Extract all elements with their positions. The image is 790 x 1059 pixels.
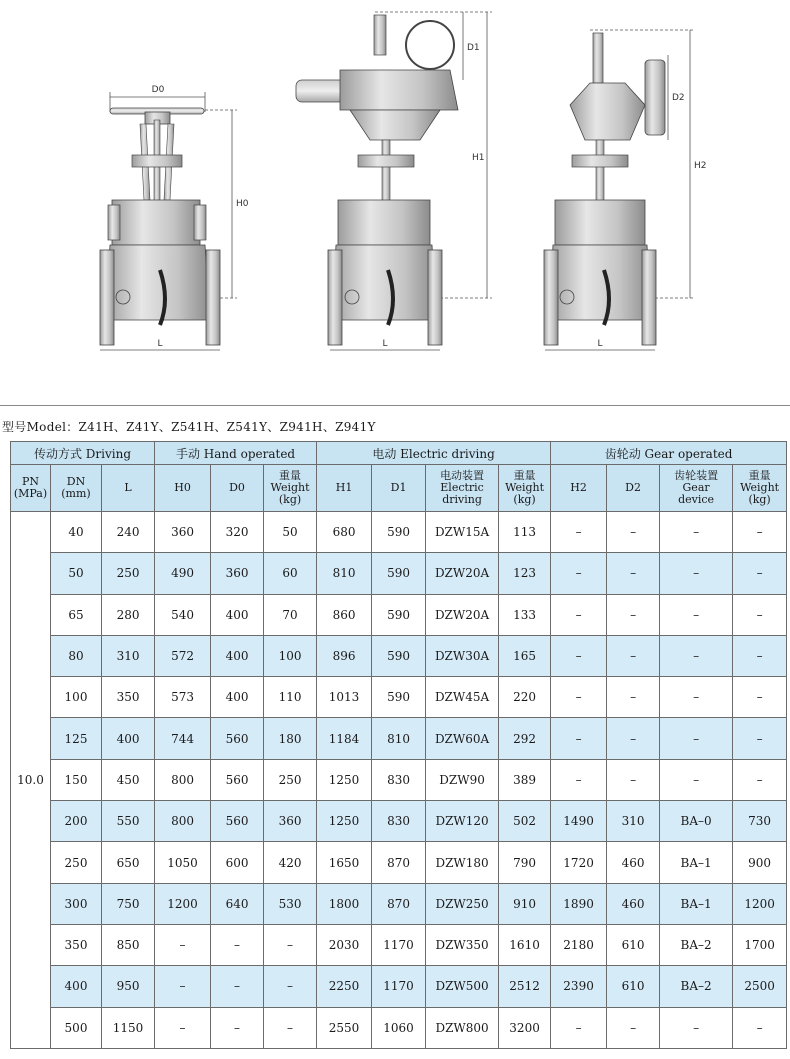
table-cell: –	[660, 759, 733, 800]
table-cell: –	[733, 553, 787, 594]
table-cell: 1610	[499, 924, 551, 965]
table-cell: –	[264, 966, 317, 1007]
table-cell: –	[660, 553, 733, 594]
table-cell: –	[733, 759, 787, 800]
table-cell: –	[264, 924, 317, 965]
l-dimension-label: L	[157, 339, 163, 349]
table-cell: 2250	[317, 966, 372, 1007]
col-weight-gear: 重量 Weight (kg)	[733, 465, 787, 512]
table-cell: 590	[372, 512, 426, 553]
table-cell: 744	[155, 718, 211, 759]
table-cell: 550	[102, 801, 155, 842]
table-cell: 560	[211, 801, 264, 842]
table-cell: 610	[607, 966, 660, 1007]
column-header-row	[11, 465, 787, 512]
table-cell: 2030	[317, 924, 372, 965]
table-cell: 560	[211, 759, 264, 800]
table-row	[11, 924, 787, 965]
col-l: L	[102, 465, 155, 512]
table-cell: –	[155, 924, 211, 965]
table-cell: 350	[51, 924, 102, 965]
table-cell: 790	[499, 842, 551, 883]
table-cell: 250	[264, 759, 317, 800]
table-cell: 310	[102, 635, 155, 676]
table-cell: 300	[51, 883, 102, 924]
table-cell: 200	[51, 801, 102, 842]
col-d0: D0	[211, 465, 264, 512]
table-row	[11, 966, 787, 1007]
valve-drawings	[0, 0, 790, 400]
table-cell: DZW800	[426, 1007, 499, 1048]
table-cell: –	[607, 635, 660, 676]
table-cell: 400	[102, 718, 155, 759]
table-cell: 590	[372, 635, 426, 676]
table-cell: –	[733, 1007, 787, 1048]
table-cell: 2390	[551, 966, 607, 1007]
table-cell: 1250	[317, 801, 372, 842]
table-cell: 572	[155, 635, 211, 676]
table-cell: 500	[51, 1007, 102, 1048]
table-cell: DZW20A	[426, 594, 499, 635]
table-cell: 460	[607, 883, 660, 924]
table-row	[11, 842, 787, 883]
table-cell: 360	[211, 553, 264, 594]
table-row	[11, 718, 787, 759]
table-cell: 810	[317, 553, 372, 594]
manual-valve-drawing	[100, 85, 249, 350]
table-cell: 460	[607, 842, 660, 883]
d0-dimension-label: D0	[151, 85, 165, 95]
table-cell: –	[264, 1007, 317, 1048]
h1-dimension-label: H1	[472, 153, 485, 163]
table-cell: 950	[102, 966, 155, 1007]
table-cell: 1060	[372, 1007, 426, 1048]
table-cell: 590	[372, 553, 426, 594]
table-cell: –	[551, 635, 607, 676]
table-cell: 1720	[551, 842, 607, 883]
table-cell: 590	[372, 677, 426, 718]
table-cell: 650	[102, 842, 155, 883]
table-cell: –	[733, 718, 787, 759]
table-cell: 2500	[733, 966, 787, 1007]
table-cell: DZW15A	[426, 512, 499, 553]
group-header-manual: 手动 Hand operated	[155, 442, 317, 465]
col-h0: H0	[155, 465, 211, 512]
table-cell: 113	[499, 512, 551, 553]
table-cell: 2550	[317, 1007, 372, 1048]
table-cell: 360	[155, 512, 211, 553]
table-cell: –	[551, 553, 607, 594]
table-cell: 1200	[155, 883, 211, 924]
separator-line	[0, 405, 790, 406]
col-h1: H1	[317, 465, 372, 512]
table-cell: 50	[264, 512, 317, 553]
table-cell: 3200	[499, 1007, 551, 1048]
table-cell: 220	[499, 677, 551, 718]
table-cell: –	[607, 677, 660, 718]
table-cell: DZW180	[426, 842, 499, 883]
h2-dimension-label: H2	[694, 161, 707, 171]
table-cell: DZW500	[426, 966, 499, 1007]
table-cell: 450	[102, 759, 155, 800]
table-cell: 680	[317, 512, 372, 553]
table-row	[11, 1007, 787, 1048]
table-cell: 400	[51, 966, 102, 1007]
table-row	[11, 512, 787, 553]
table-cell: 400	[211, 635, 264, 676]
electric-valve-drawing	[296, 12, 492, 350]
table-cell: DZW350	[426, 924, 499, 965]
table-cell: DZW250	[426, 883, 499, 924]
table-cell: DZW90	[426, 759, 499, 800]
table-row	[11, 677, 787, 718]
table-cell: –	[733, 594, 787, 635]
table-cell: 400	[211, 677, 264, 718]
table-cell: 100	[264, 635, 317, 676]
table-cell: 896	[317, 635, 372, 676]
table-cell: 870	[372, 842, 426, 883]
l-dimension-label-3: L	[597, 339, 603, 349]
table-cell: –	[607, 512, 660, 553]
table-cell: 60	[264, 553, 317, 594]
table-cell: 900	[733, 842, 787, 883]
col-d2: D2	[607, 465, 660, 512]
table-cell: 360	[264, 801, 317, 842]
table-cell: 65	[51, 594, 102, 635]
model-line: 型号Model：Z41H、Z41Y、Z541H、Z541Y、Z941H、Z941Y	[2, 420, 376, 434]
table-cell: –	[551, 718, 607, 759]
table-cell: –	[211, 966, 264, 1007]
col-electric-device: 电动装置 Electric driving	[426, 465, 499, 512]
table-cell: 870	[372, 883, 426, 924]
table-cell: 800	[155, 759, 211, 800]
table-cell: –	[211, 1007, 264, 1048]
table-cell: 590	[372, 594, 426, 635]
table-cell: 490	[155, 553, 211, 594]
table-cell: 850	[102, 924, 155, 965]
table-cell: 1890	[551, 883, 607, 924]
table-cell: 1200	[733, 883, 787, 924]
table-cell: 600	[211, 842, 264, 883]
table-cell: –	[660, 635, 733, 676]
table-cell: 560	[211, 718, 264, 759]
table-cell: –	[733, 512, 787, 553]
table-cell: BA–1	[660, 842, 733, 883]
table-cell: 573	[155, 677, 211, 718]
table-cell: 1700	[733, 924, 787, 965]
table-cell: 280	[102, 594, 155, 635]
table-cell: 133	[499, 594, 551, 635]
table-cell: DZW60A	[426, 718, 499, 759]
table-cell: 2512	[499, 966, 551, 1007]
table-cell: 100	[51, 677, 102, 718]
table-cell: –	[660, 594, 733, 635]
table-cell: 502	[499, 801, 551, 842]
table-cell: –	[551, 759, 607, 800]
table-cell: 40	[51, 512, 102, 553]
table-cell: 1490	[551, 801, 607, 842]
table-cell: –	[607, 718, 660, 759]
table-cell: –	[551, 1007, 607, 1048]
table-cell: 640	[211, 883, 264, 924]
table-cell: 320	[211, 512, 264, 553]
table-cell: 350	[102, 677, 155, 718]
d1-dimension-label: D1	[467, 43, 480, 53]
table-cell: –	[551, 594, 607, 635]
table-cell: 125	[51, 718, 102, 759]
table-cell: 150	[51, 759, 102, 800]
table-cell: BA–2	[660, 966, 733, 1007]
table-cell: 1150	[102, 1007, 155, 1048]
table-cell: –	[551, 512, 607, 553]
table-cell: 2180	[551, 924, 607, 965]
table-cell: DZW45A	[426, 677, 499, 718]
table-cell: 800	[155, 801, 211, 842]
table-row	[11, 553, 787, 594]
table-cell: 240	[102, 512, 155, 553]
table-cell: 830	[372, 801, 426, 842]
table-cell: 310	[607, 801, 660, 842]
d2-dimension-label: D2	[672, 93, 685, 103]
table-cell: 610	[607, 924, 660, 965]
table-cell: 1800	[317, 883, 372, 924]
table-cell: –	[660, 718, 733, 759]
col-weight-manual: 重量 Weight (kg)	[264, 465, 317, 512]
pn-cell: 10.0	[11, 512, 51, 1049]
table-cell: 730	[733, 801, 787, 842]
table-cell: 80	[51, 635, 102, 676]
table-cell: 389	[499, 759, 551, 800]
table-cell: 70	[264, 594, 317, 635]
table-cell: 110	[264, 677, 317, 718]
table-cell: –	[660, 512, 733, 553]
table-cell: 50	[51, 553, 102, 594]
table-cell: –	[660, 1007, 733, 1048]
col-h2: H2	[551, 465, 607, 512]
table-row	[11, 635, 787, 676]
table-cell: 420	[264, 842, 317, 883]
table-row	[11, 594, 787, 635]
table-cell: DZW120	[426, 801, 499, 842]
table-cell: –	[660, 677, 733, 718]
table-cell: –	[211, 924, 264, 965]
group-header-gear: 齿轮动 Gear operated	[551, 442, 787, 465]
table-cell: 910	[499, 883, 551, 924]
table-cell: –	[607, 1007, 660, 1048]
table-cell: 292	[499, 718, 551, 759]
table-cell: 123	[499, 553, 551, 594]
table-cell: 1250	[317, 759, 372, 800]
table-cell: 180	[264, 718, 317, 759]
table-cell: –	[607, 594, 660, 635]
col-dn: DN (mm)	[51, 465, 102, 512]
h0-dimension-label: H0	[236, 199, 249, 209]
group-header-driving: 传动方式 Driving	[11, 442, 155, 465]
spec-table	[10, 441, 787, 1049]
table-cell: –	[551, 677, 607, 718]
table-cell: 1013	[317, 677, 372, 718]
table-cell: 530	[264, 883, 317, 924]
table-cell: –	[733, 635, 787, 676]
table-cell: 1170	[372, 924, 426, 965]
col-pn: PN (MPa)	[11, 465, 51, 512]
table-cell: 750	[102, 883, 155, 924]
table-row	[11, 801, 787, 842]
table-cell: 250	[51, 842, 102, 883]
table-cell: –	[155, 1007, 211, 1048]
group-header-electric: 电动 Electric driving	[317, 442, 551, 465]
table-cell: 1650	[317, 842, 372, 883]
l-dimension-label-2: L	[382, 339, 388, 349]
table-cell: 830	[372, 759, 426, 800]
table-cell: –	[155, 966, 211, 1007]
table-cell: DZW30A	[426, 635, 499, 676]
col-gear-device: 齿轮装置 Gear device	[660, 465, 733, 512]
table-row	[11, 759, 787, 800]
table-cell: –	[607, 759, 660, 800]
table-cell: –	[607, 553, 660, 594]
table-cell: DZW20A	[426, 553, 499, 594]
table-cell: BA–1	[660, 883, 733, 924]
table-cell: –	[733, 677, 787, 718]
table-cell: 250	[102, 553, 155, 594]
table-cell: 810	[372, 718, 426, 759]
table-row	[11, 883, 787, 924]
gear-valve-drawing	[544, 30, 707, 350]
table-cell: 860	[317, 594, 372, 635]
table-cell: 1184	[317, 718, 372, 759]
table-cell: 1170	[372, 966, 426, 1007]
table-cell: BA–0	[660, 801, 733, 842]
table-cell: BA–2	[660, 924, 733, 965]
table-cell: 540	[155, 594, 211, 635]
table-cell: 1050	[155, 842, 211, 883]
table-cell: 400	[211, 594, 264, 635]
table-cell: 165	[499, 635, 551, 676]
col-weight-electric: 重量 Weight (kg)	[499, 465, 551, 512]
col-d1: D1	[372, 465, 426, 512]
